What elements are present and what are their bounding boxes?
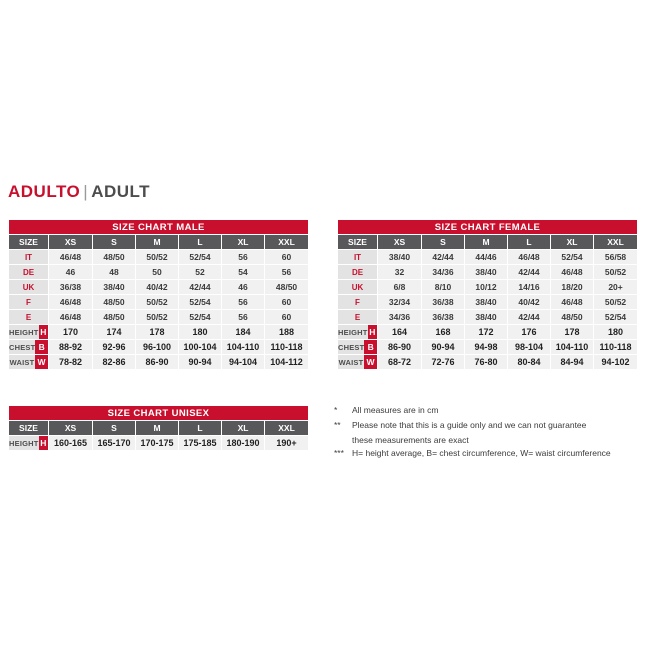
- size-cell: 10/12: [465, 280, 508, 295]
- column-header-m: M: [136, 235, 179, 250]
- size-cell: 56: [265, 265, 309, 280]
- size-cell: 50/52: [136, 250, 179, 265]
- size-cell: 46: [222, 280, 265, 295]
- size-cell: 52/54: [551, 250, 594, 265]
- size-cell: 8/10: [422, 280, 465, 295]
- measure-label-chest: CHEST: [338, 340, 364, 354]
- table-caption: SIZE CHART UNISEX: [9, 406, 309, 421]
- note-item: [334, 447, 644, 460]
- size-cell: 54: [222, 265, 265, 280]
- size-cell: 32/34: [378, 295, 422, 310]
- measure-label-waist: WAIST: [338, 355, 364, 369]
- measure-cell: 100-104: [179, 340, 222, 355]
- page-title-english: ADULT: [91, 182, 151, 201]
- note-marker: **: [334, 420, 341, 430]
- size-cell: 50/52: [594, 295, 638, 310]
- measure-cell: 160-165: [49, 436, 93, 451]
- table-caption-row: [338, 220, 638, 235]
- table-row: [338, 250, 638, 265]
- size-cell: 42/44: [179, 280, 222, 295]
- size-cell: 56: [222, 295, 265, 310]
- row-label-it: IT: [9, 250, 49, 265]
- measure-cell: 168: [422, 325, 465, 340]
- column-header-xl: XL: [551, 235, 594, 250]
- measure-cell: 178: [136, 325, 179, 340]
- measure-label-cell: [338, 355, 378, 370]
- size-cell: 40/42: [136, 280, 179, 295]
- column-header-xxl: XXL: [265, 235, 309, 250]
- column-header-xxl: XXL: [265, 421, 309, 436]
- table-row: [338, 310, 638, 325]
- column-header-m: M: [136, 421, 179, 436]
- size-cell: 56/58: [594, 250, 638, 265]
- size-cell: 48/50: [265, 280, 309, 295]
- column-header-xs: XS: [49, 235, 93, 250]
- measure-label-waist: WAIST: [9, 355, 35, 369]
- measure-badge-b: B: [364, 340, 377, 354]
- column-header-xs: XS: [49, 421, 93, 436]
- size-chart-unisex-table: [8, 405, 309, 451]
- page-title-italian: ADULTO: [8, 182, 81, 201]
- size-cell: 40/42: [508, 295, 551, 310]
- measure-label-height: HEIGHT: [9, 436, 39, 450]
- note-text: All measures are in cm: [352, 405, 439, 415]
- measure-cell: 175-185: [179, 436, 222, 451]
- measure-cell: 76-80: [465, 355, 508, 370]
- column-header-m: M: [465, 235, 508, 250]
- row-label-f: F: [9, 295, 49, 310]
- table-caption: SIZE CHART MALE: [9, 220, 309, 235]
- size-cell: 20+: [594, 280, 638, 295]
- size-cell: 48/50: [93, 310, 136, 325]
- column-header-xs: XS: [378, 235, 422, 250]
- table-caption: SIZE CHART FEMALE: [338, 220, 638, 235]
- size-cell: 46/48: [551, 265, 594, 280]
- measure-cell: 188: [265, 325, 309, 340]
- measure-badge-w: W: [35, 355, 48, 369]
- notes-block: [334, 404, 644, 462]
- table-row: [338, 265, 638, 280]
- measure-label-height: HEIGHT: [9, 325, 39, 339]
- note-marker: *: [334, 405, 338, 415]
- size-cell: 48/50: [551, 310, 594, 325]
- table-header-row: [9, 421, 309, 436]
- column-header-l: L: [179, 421, 222, 436]
- column-header-size: SIZE: [338, 235, 378, 250]
- measure-row: [338, 355, 638, 370]
- table-row: [338, 295, 638, 310]
- row-label-uk: UK: [338, 280, 378, 295]
- size-cell: 50/52: [136, 310, 179, 325]
- size-chart-male-table: [8, 219, 309, 370]
- table-caption-row: [9, 220, 309, 235]
- note-item: [334, 404, 644, 417]
- column-header-l: L: [508, 235, 551, 250]
- measure-cell: 90-94: [179, 355, 222, 370]
- measure-label-cell: [9, 355, 49, 370]
- row-label-e: E: [338, 310, 378, 325]
- measure-cell: 170: [49, 325, 93, 340]
- measure-cell: 94-104: [222, 355, 265, 370]
- table-row: [9, 310, 309, 325]
- size-cell: 60: [265, 295, 309, 310]
- size-cell: 6/8: [378, 280, 422, 295]
- measure-cell: 165-170: [93, 436, 136, 451]
- size-cell: 36/38: [49, 280, 93, 295]
- column-header-xxl: XXL: [594, 235, 638, 250]
- table-caption-row: [9, 406, 309, 421]
- measure-cell: 172: [465, 325, 508, 340]
- size-cell: 46/48: [49, 295, 93, 310]
- size-cell: 56: [222, 310, 265, 325]
- measure-cell: 174: [93, 325, 136, 340]
- column-header-size: SIZE: [9, 421, 49, 436]
- size-cell: 60: [265, 310, 309, 325]
- measure-label-cell: [9, 436, 49, 451]
- measure-cell: 94-102: [594, 355, 638, 370]
- size-cell: 44/46: [465, 250, 508, 265]
- size-cell: 42/44: [508, 265, 551, 280]
- column-header-s: S: [93, 235, 136, 250]
- measure-cell: 180: [594, 325, 638, 340]
- measure-cell: 92-96: [93, 340, 136, 355]
- size-cell: 32: [378, 265, 422, 280]
- note-marker: ***: [334, 448, 344, 458]
- note-item: [334, 419, 644, 432]
- column-header-size: SIZE: [9, 235, 49, 250]
- table-row: [9, 250, 309, 265]
- row-label-it: IT: [338, 250, 378, 265]
- size-cell: 46/48: [49, 250, 93, 265]
- measure-cell: 104-110: [222, 340, 265, 355]
- size-cell: 34/36: [422, 265, 465, 280]
- measure-cell: 98-104: [508, 340, 551, 355]
- row-label-de: DE: [9, 265, 49, 280]
- size-cell: 46/48: [508, 250, 551, 265]
- size-cell: 38/40: [93, 280, 136, 295]
- column-header-l: L: [179, 235, 222, 250]
- column-header-s: S: [93, 421, 136, 436]
- size-cell: 52/54: [179, 295, 222, 310]
- measure-row: [9, 436, 309, 451]
- size-cell: 46: [49, 265, 93, 280]
- measure-cell: 184: [222, 325, 265, 340]
- table-header-row: [338, 235, 638, 250]
- measure-cell: 180-190: [222, 436, 265, 451]
- size-cell: 38/40: [465, 265, 508, 280]
- measure-badge-h: H: [40, 327, 47, 337]
- table-row: [9, 295, 309, 310]
- table-row: [338, 280, 638, 295]
- size-cell: 38/40: [465, 295, 508, 310]
- size-cell: 50/52: [594, 265, 638, 280]
- size-cell: 56: [222, 250, 265, 265]
- size-cell: 52/54: [594, 310, 638, 325]
- size-cell: 34/36: [378, 310, 422, 325]
- size-cell: 42/44: [508, 310, 551, 325]
- measure-cell: 88-92: [49, 340, 93, 355]
- measure-cell: 86-90: [378, 340, 422, 355]
- measure-badge-h: H: [369, 327, 376, 337]
- measure-cell: 86-90: [136, 355, 179, 370]
- measure-cell: 94-98: [465, 340, 508, 355]
- size-cell: 60: [265, 250, 309, 265]
- measure-cell: 176: [508, 325, 551, 340]
- row-label-e: E: [9, 310, 49, 325]
- measure-cell: 78-82: [49, 355, 93, 370]
- measure-row: [9, 340, 309, 355]
- column-header-s: S: [422, 235, 465, 250]
- measure-cell: 84-94: [551, 355, 594, 370]
- row-label-uk: UK: [9, 280, 49, 295]
- measure-badge-w: W: [364, 355, 377, 369]
- measure-label-cell: [9, 340, 49, 355]
- measure-cell: 80-84: [508, 355, 551, 370]
- column-header-xl: XL: [222, 235, 265, 250]
- size-cell: 46/48: [49, 310, 93, 325]
- size-cell: 52/54: [179, 250, 222, 265]
- measure-cell: 96-100: [136, 340, 179, 355]
- measure-badge-h: H: [40, 438, 47, 448]
- measure-label-cell: [338, 325, 378, 340]
- row-label-f: F: [338, 295, 378, 310]
- size-cell: 14/16: [508, 280, 551, 295]
- measure-badge-b: B: [35, 340, 48, 354]
- size-chart-female-table: [337, 219, 638, 370]
- size-cell: 50/52: [136, 295, 179, 310]
- measure-cell: 178: [551, 325, 594, 340]
- size-cell: 48/50: [93, 295, 136, 310]
- measure-cell: 72-76: [422, 355, 465, 370]
- size-cell: 48: [93, 265, 136, 280]
- measure-row: [338, 340, 638, 355]
- measure-label-chest: CHEST: [9, 340, 35, 354]
- column-header-xl: XL: [222, 421, 265, 436]
- measure-label-cell: [9, 325, 49, 340]
- size-cell: 38/40: [465, 310, 508, 325]
- measure-cell: 68-72: [378, 355, 422, 370]
- size-cell: 36/38: [422, 310, 465, 325]
- measure-cell: 170-175: [136, 436, 179, 451]
- page-title: [8, 182, 150, 202]
- page-title-separator: |: [83, 182, 89, 201]
- row-label-de: DE: [338, 265, 378, 280]
- size-cell: 46/48: [551, 295, 594, 310]
- size-cell: 42/44: [422, 250, 465, 265]
- size-cell: 38/40: [378, 250, 422, 265]
- measure-cell: 190+: [265, 436, 309, 451]
- measure-label-height: HEIGHT: [338, 325, 368, 339]
- measure-cell: 110-118: [265, 340, 309, 355]
- size-cell: 18/20: [551, 280, 594, 295]
- measure-row: [9, 355, 309, 370]
- size-cell: 52/54: [179, 310, 222, 325]
- table-row: [9, 265, 309, 280]
- size-cell: 50: [136, 265, 179, 280]
- size-cell: 52: [179, 265, 222, 280]
- measure-cell: 104-110: [551, 340, 594, 355]
- measure-cell: 180: [179, 325, 222, 340]
- note-text: Please note that this is a guide only and we can not guarantee: [352, 420, 587, 430]
- table-header-row: [9, 235, 309, 250]
- table-row: [9, 280, 309, 295]
- measure-cell: 104-112: [265, 355, 309, 370]
- size-cell: 36/38: [422, 295, 465, 310]
- measure-row: [9, 325, 309, 340]
- note-text: H= height average, B= chest circumference, W= waist circumference: [352, 448, 611, 458]
- size-cell: 48/50: [93, 250, 136, 265]
- measure-cell: 90-94: [422, 340, 465, 355]
- note-text-continued: these measurements are exact: [352, 435, 469, 445]
- measure-label-cell: [338, 340, 378, 355]
- measure-row: [338, 325, 638, 340]
- measure-cell: 164: [378, 325, 422, 340]
- measure-cell: 82-86: [93, 355, 136, 370]
- measure-cell: 110-118: [594, 340, 638, 355]
